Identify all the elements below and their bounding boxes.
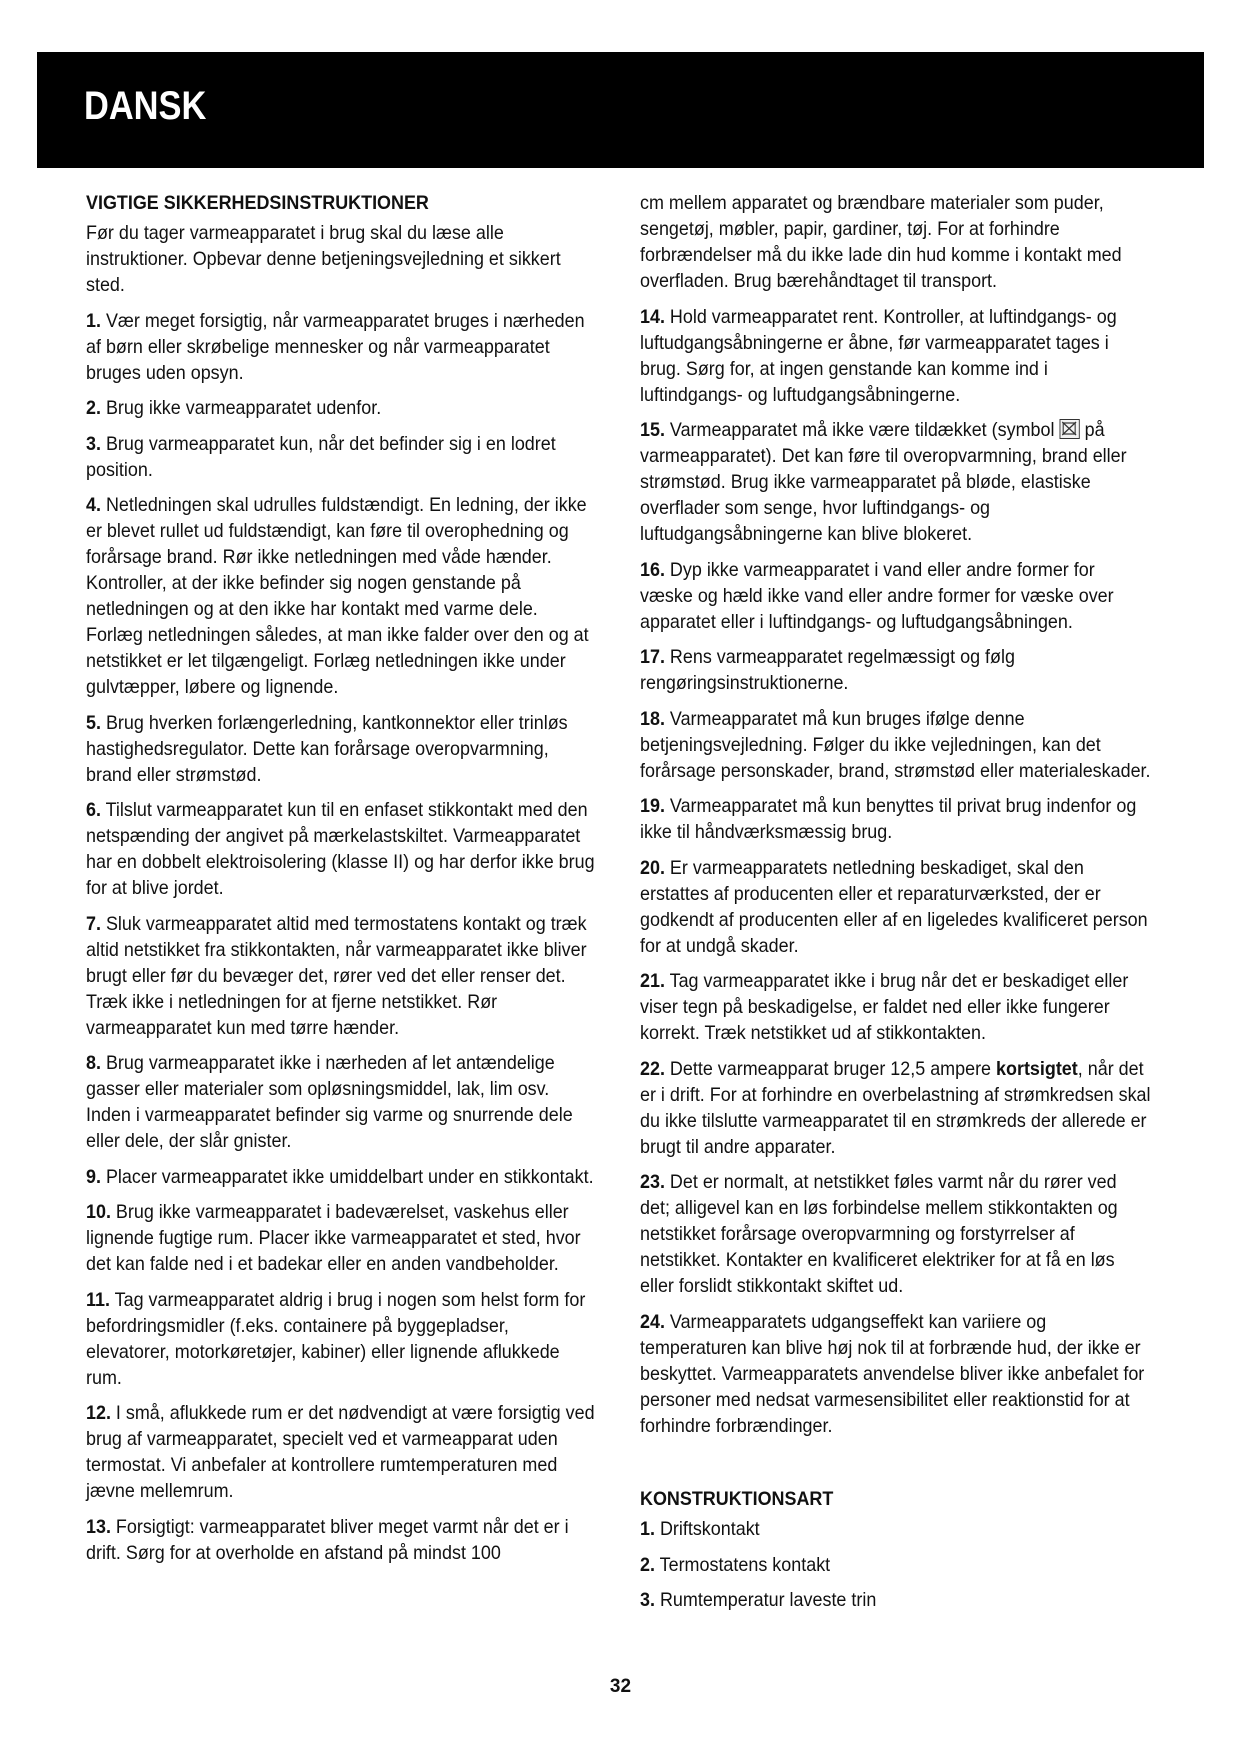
section-spacer — [640, 1448, 1151, 1486]
item-number: 11. — [86, 1288, 110, 1311]
do-not-cover-symbol-icon — [1059, 419, 1079, 439]
item-number: 15. — [640, 419, 665, 441]
item-13-continuation: cm mellem apparatet og brændbare materialer som puder, sengetøj, møbler, papir, gardiner, tøj. For at forhindre forbrændelser må du ikke lade din hud komme i kontakt med overfladen. Brug bærehåndtaget til transport. — [640, 192, 1122, 292]
item-number: 4. — [86, 494, 101, 516]
item-number: 18. — [640, 707, 665, 730]
instruction-item-2 — [86, 395, 597, 421]
instruction-item-7 — [86, 911, 597, 1041]
intro-paragraph: Før du tager varmeapparatet i brug skal du læse alle instruktioner. Opbevar denne betjeningsvejledning et sikkert sted. — [86, 222, 561, 296]
item-text: Varmeapparatet må kun bruges ifølge denne betjeningsvejledning. Følger du ikke vejledningen, kan det forårsage personskader, brand, strømstød eller materialeskader. — [640, 707, 1151, 782]
item-number: 9. — [86, 1165, 101, 1188]
construction-heading: KONSTRUKTIONSART — [640, 1488, 834, 1510]
instruction-item-3 — [86, 431, 597, 483]
item-number: 23. — [640, 1171, 665, 1193]
item-text: Brug ikke varmeapparatet i badeværelset, vaskehus eller lignende fugtige rum. Placer ikke varmeapparatet et sted, hvor det kan falde ned i et badekar eller en anden vandbeholder. — [86, 1201, 581, 1275]
part-text: Rumtemperatur laveste trin — [659, 1589, 877, 1611]
item-number: 2. — [86, 397, 101, 419]
item-number: 20. — [640, 856, 665, 879]
instruction-item-20 — [640, 855, 1151, 959]
item-text: Tilslut varmeapparatet kun til en enfaset stikkontakt med den netspænding der angivet på mærkelastskiltet. Varmeapparatet har en dobbelt elektroisolering (klasse II) og har derfor ikke brug for at blive jordet. — [86, 799, 595, 899]
language-title: DANSK — [84, 84, 207, 128]
instruction-item-11 — [86, 1287, 597, 1391]
item-text: Varmeapparatet må ikke være tildækket (symbol — [669, 419, 1055, 441]
item-text: Varmeapparatet må kun benyttes til privat brug indenfor og ikke til håndværksmæssig brug. — [640, 795, 1137, 843]
part-number: 3. — [640, 1589, 655, 1611]
construction-part-1 — [640, 1516, 1151, 1542]
item-number: 1. — [86, 309, 101, 332]
item-text: Er varmeapparatets netledning beskadiget, skal den erstattes af producenten eller et reparaturværksted, der er godkendt af producenten eller af en ligeledes kvalificeret person for at undgå skader. — [640, 856, 1148, 957]
instruction-item-8 — [86, 1050, 597, 1154]
item-text: , når det er i drift. For at forhindre en overbelastning af strømkredsen skal du ikke tilslutte varmeapparatet til en strømkreds der allerede er brugt til andre apparater. — [640, 1057, 1151, 1158]
instruction-item-17 — [640, 644, 1151, 696]
item-text: I små, aflukkede rum er det nødvendigt at være forsigtig ved brug af varmeapparatet, specielt ved et varmeapparat uden termostat. Vi anbefaler at kontrollere rumtemperaturen med jævne mellemrum. — [86, 1402, 595, 1502]
item-text: Dyp ikke varmeapparatet i vand eller andre former for væske og hæld ikke vand eller andre former for væske over apparatet eller i luftindgangs- og luftudgangsåbningen. — [640, 558, 1114, 633]
instruction-item-16 — [640, 557, 1151, 635]
item-text: Brug varmeapparatet ikke i nærheden af let antændelige gasser eller materialer som opløsningsmiddel, lak, lim osv. Inden i varmeapparatet befinder sig varme og snurrende dele eller dele, der slår gnister. — [86, 1052, 573, 1152]
construction-part-3 — [640, 1587, 1151, 1613]
item-number: 10. — [86, 1201, 111, 1223]
item-text: Dette varmeapparat bruger 12,5 ampere — [669, 1057, 992, 1080]
item-number: 16. — [640, 558, 665, 581]
instruction-item-21 — [640, 968, 1151, 1046]
part-text: Driftskontakt — [659, 1518, 760, 1540]
page-number: 32 — [609, 1676, 632, 1697]
item-number: 19. — [640, 795, 665, 817]
part-number: 2. — [640, 1553, 655, 1576]
item-number: 7. — [86, 912, 101, 935]
instruction-item-19 — [640, 793, 1151, 845]
item-text: Det er normalt, at netstikket føles varmt når du rører ved det; alligevel kan en løs forbindelse mellem stikkontakten og netstikket forårsage overopvarmning og forstyrrelser af netstikket. Kontakter en kvalificeret elektriker for at få en løs eller forslidt stikkontakt skiftet ud. — [640, 1171, 1118, 1297]
item-number: 17. — [640, 646, 665, 668]
item-text: Brug varmeapparatet kun, når det befinder sig i en lodret position. — [86, 432, 556, 481]
part-text: Termostatens kontakt — [659, 1553, 831, 1576]
item-text: Rens varmeapparatet regelmæssigt og følg rengøringsinstruktionerne. — [640, 646, 1015, 694]
item-text: Tag varmeapparatet aldrig i brug i nogen som helst form for befordringsmidler (f.eks. containere på byggepladser, elevatorer, motorkøretøjer, kabiner) eller lignende aflukkede rum. — [86, 1288, 586, 1389]
instruction-item-23 — [640, 1169, 1151, 1299]
instruction-item-15 — [640, 417, 1151, 547]
item-number: 8. — [86, 1052, 101, 1074]
item-text: Placer varmeapparatet ikke umiddelbart under en stikkontakt. — [105, 1165, 594, 1188]
item-text: Brug ikke varmeapparatet udenfor. — [105, 397, 382, 419]
part-number: 1. — [640, 1518, 655, 1540]
instruction-item-9 — [86, 1164, 597, 1190]
instruction-item-6 — [86, 797, 597, 901]
instruction-item-14 — [640, 304, 1151, 408]
item-number: 5. — [86, 711, 101, 734]
item-number: 24. — [640, 1310, 665, 1333]
instruction-item-18 — [640, 706, 1151, 784]
instruction-item-22 — [640, 1056, 1151, 1160]
instruction-item-13 — [86, 1514, 597, 1566]
left-column — [86, 190, 597, 1575]
item-text: Hold varmeapparatet rent. Kontroller, at luftindgangs- og luftudgangsåbningerne er åbne, før varmeapparatet tages i brug. Sørg for, at ingen genstande kan komme ind i luftindgangs- og luftudgangsåbningerne. — [640, 305, 1117, 406]
item-text: Varmeapparatets udgangseffekt kan variiere og temperaturen kan blive høj nok til at forbrænde hud, der ikke er beskyttet. Varmeapparatets anvendelse bliver ikke anbefalet for personer med nedsat varmesensibilitet eller reaktionstid for at forhindre forbrændinger. — [640, 1310, 1145, 1437]
item-number: 6. — [86, 799, 101, 821]
safety-heading: VIGTIGE SIKKERHEDSINSTRUKTIONER — [86, 192, 429, 214]
instruction-item-12 — [86, 1400, 597, 1504]
item-text: Vær meget forsigtig, når varmeapparatet bruges i nærheden af børn eller skrøbelige mennesker og når varmeapparatet bruges uden opsyn. — [86, 309, 585, 384]
language-header-band — [37, 52, 1204, 168]
item-text: på varmeapparatet). Det kan føre til overopvarmning, brand eller strømstød. Brug ikke varmeapparatet på bløde, elastiske overflader som senge, hvor luftindgangs- og luftudgangsåbningerne kan blive blokeret. — [640, 419, 1127, 545]
instruction-item-24 — [640, 1309, 1151, 1439]
item-text: Forsigtigt: varmeapparatet bliver meget varmt når det er i drift. Sørg for at overholde en afstand på mindst 100 — [86, 1515, 569, 1564]
instruction-item-4 — [86, 492, 597, 700]
item-number: 3. — [86, 432, 101, 455]
item-number: 12. — [86, 1402, 111, 1424]
item-text: Tag varmeapparatet ikke i brug når det er beskadiget eller viser tegn på beskadigelse, er faldet ned eller ikke fungerer korrekt. Træk netstikket ud af stikkontakten. — [640, 970, 1129, 1044]
instruction-item-1 — [86, 308, 597, 386]
item-text: Sluk varmeapparatet altid med termostatens kontakt og træk altid netstikket fra stikkontakten, når varmeapparatet ikke bliver brugt eller før du bevæger det, rører ved det eller renser det. Træk ikke i netledningen for at fjerne netstikket. Rør varmeapparatet kun med tørre hænder. — [86, 912, 587, 1039]
right-column — [640, 190, 1151, 1623]
item-number: 14. — [640, 305, 665, 328]
item-number: 22. — [640, 1057, 665, 1080]
construction-part-2 — [640, 1552, 1151, 1578]
item-bold-term: kortsigtet — [996, 1057, 1078, 1080]
item-text: Brug hverken forlængerledning, kantkonnektor eller trinløs hastighedsregulator. Dette kan forårsage overopvarmning, brand eller strømstød. — [86, 711, 568, 786]
item-number: 13. — [86, 1515, 111, 1538]
item-text: Netledningen skal udrulles fuldstændigt. En ledning, der ikke er blevet rullet ud fuldstændigt, kan føre til overophedning og forårsage brand. Rør ikke netledningen med våde hænder. Kontroller, at der ikke befinder sig nogen genstande på netledningen og at den ikke har kontakt med varme dele. Forlæg netledningen således, at man ikke falder over den og at netstikket er let tilgængeligt. Forlæg netledningen ikke under gulvtæpper, løbere og lignende. — [86, 494, 589, 698]
instruction-item-5 — [86, 710, 597, 788]
item-number: 21. — [640, 970, 665, 992]
instruction-item-10 — [86, 1199, 597, 1277]
